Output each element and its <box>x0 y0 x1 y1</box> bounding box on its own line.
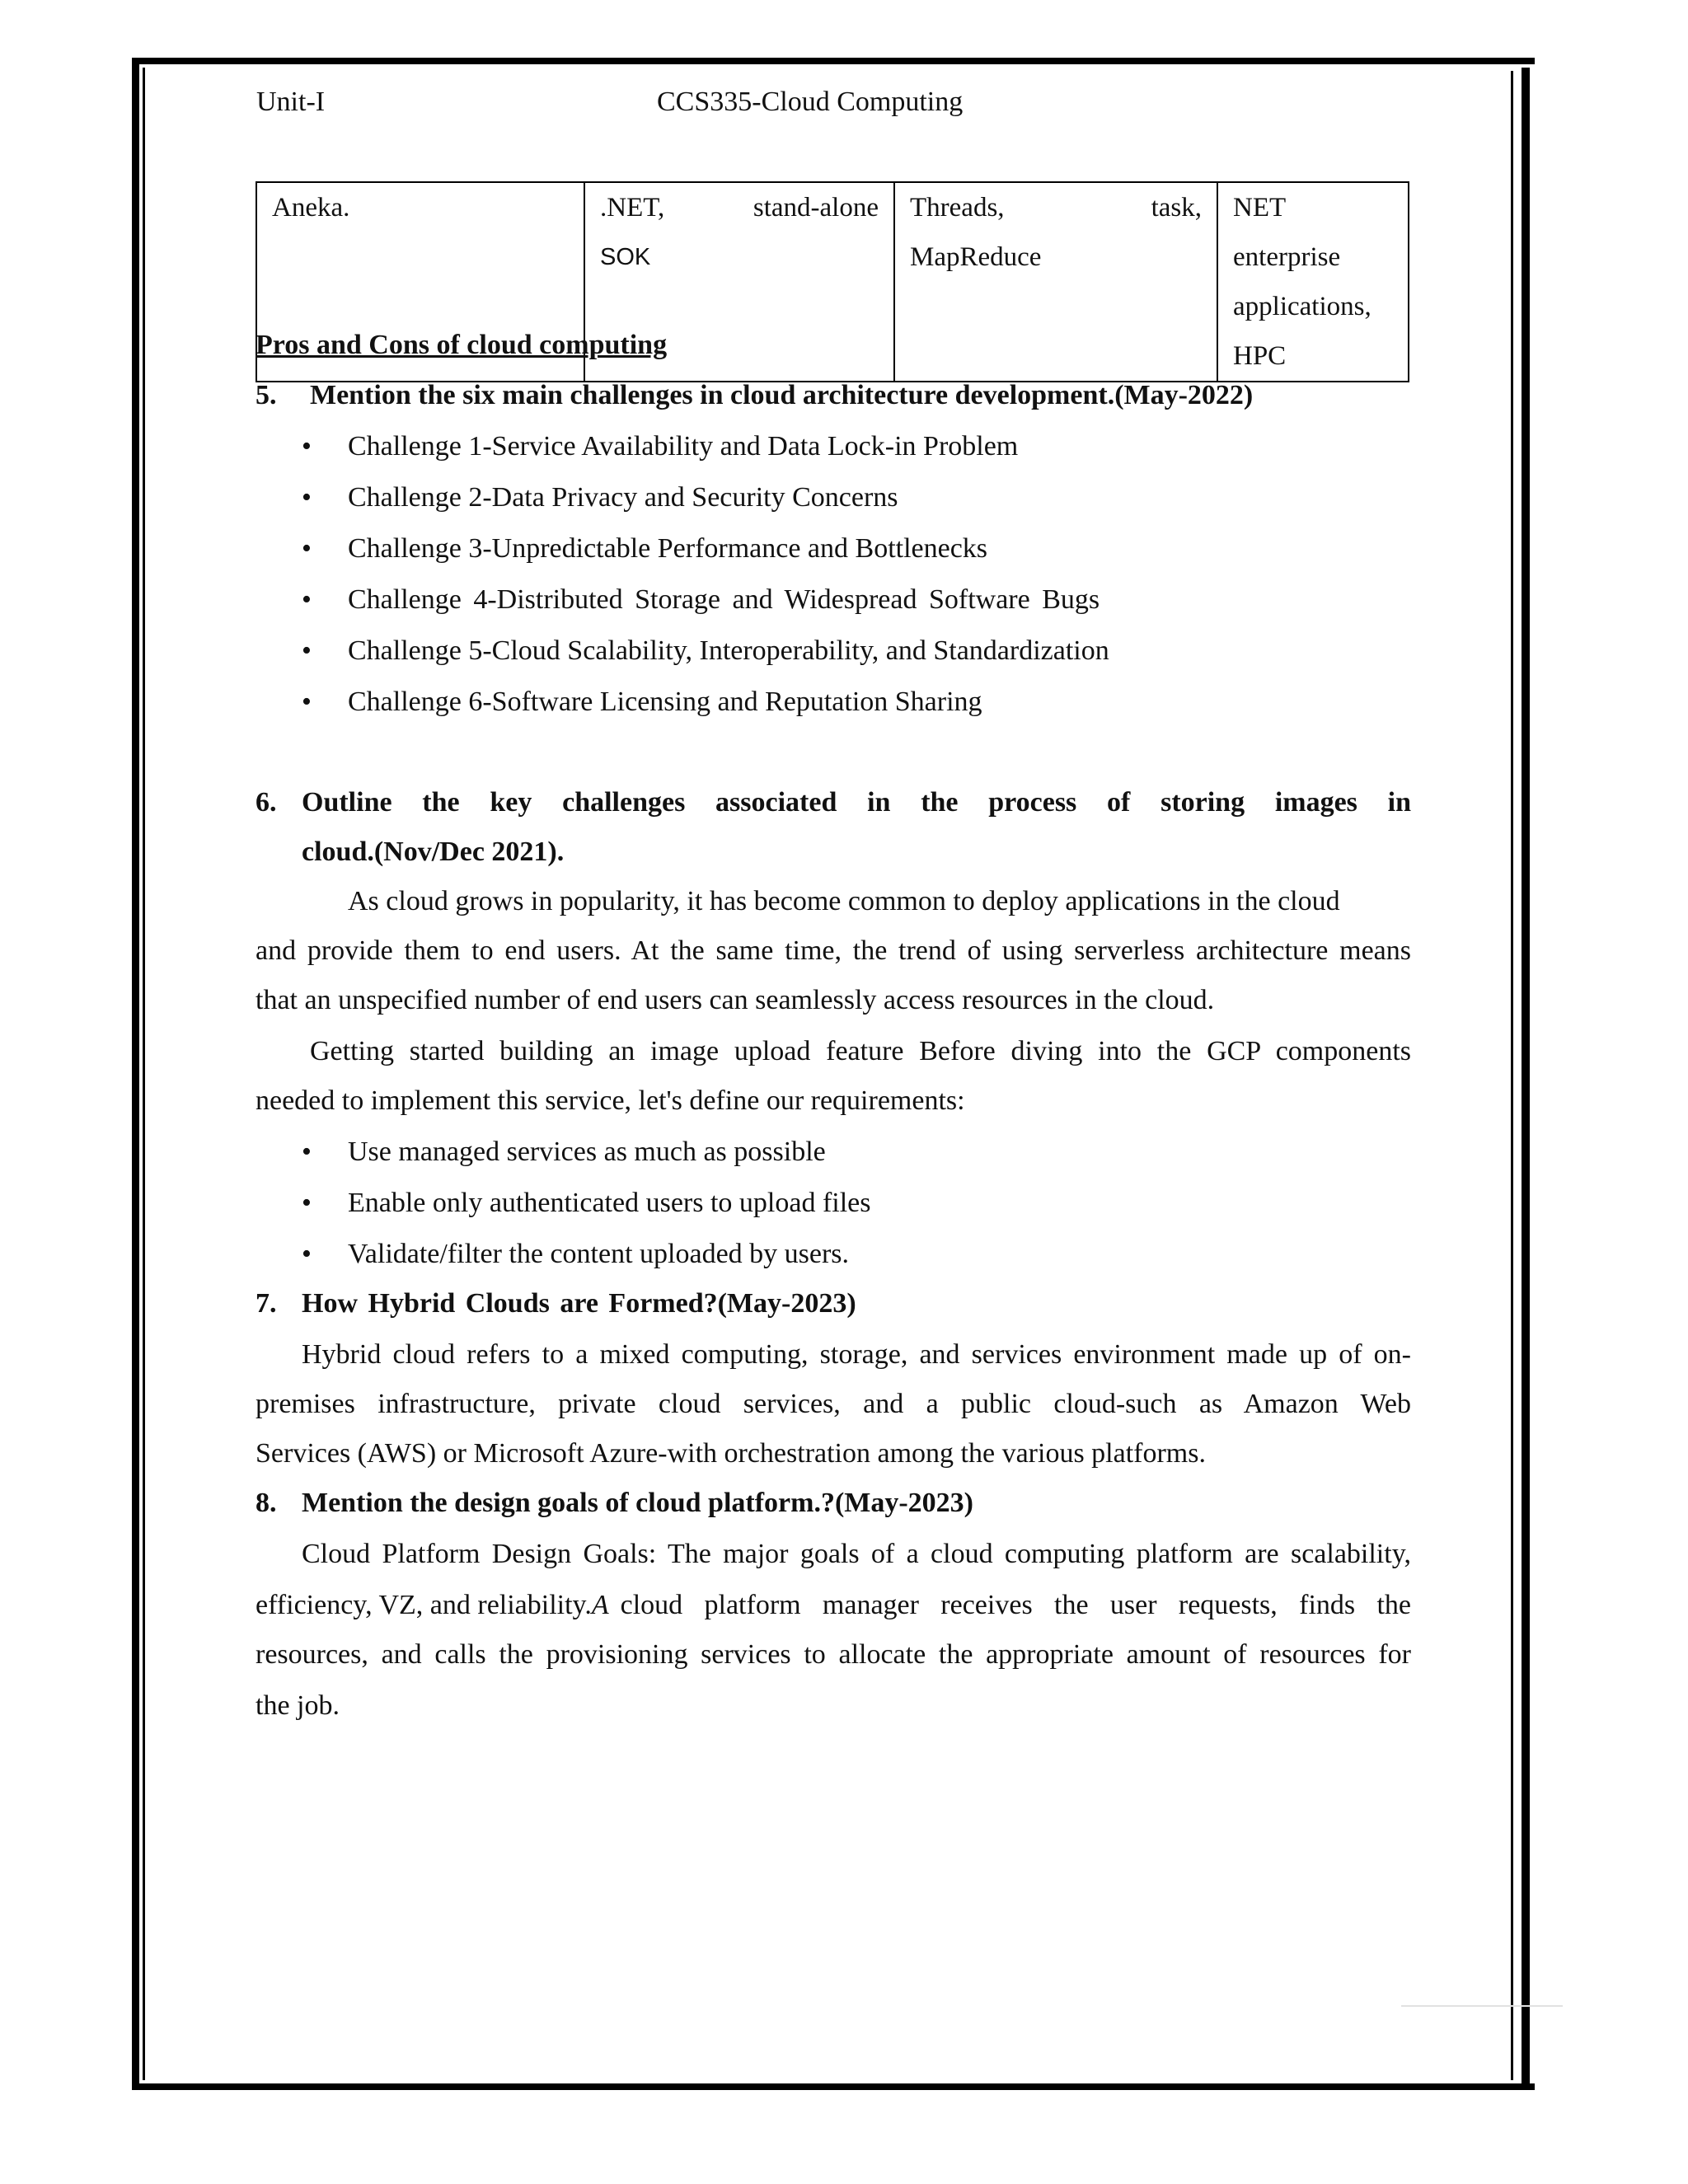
list-item-text: Challenge 6-Software Licensing and Reputation Sharing <box>348 687 982 717</box>
question-number: 5. <box>256 380 277 410</box>
paragraph-fragment: A <box>591 1590 609 1620</box>
paragraph-line: Hybrid cloud refers to a mixed computing, storage, and services environment made up of on- <box>302 1339 1411 1370</box>
question-title: Mention the six main challenges in cloud architecture development.(May-2022) <box>310 380 1254 410</box>
page-header <box>0 87 1688 128</box>
bullet-icon: • <box>302 482 312 513</box>
cell-text: applications, HPC <box>1233 292 1372 371</box>
paragraph-line: resources, and calls the provisioning services to allocate the appropriate amount of resources for <box>256 1639 1411 1670</box>
paragraph-line: Cloud Platform Design Goals: The major goals of a cloud computing platform are scalability, <box>302 1539 1411 1569</box>
cell-text: SOK <box>600 244 651 270</box>
bullet-icon: • <box>302 533 312 564</box>
paragraph-fragment: cloud platform manager receives the user requests, finds the <box>620 1590 1411 1620</box>
section-title: Pros and Cons of cloud computing <box>256 330 668 360</box>
bullet-icon: • <box>302 1137 312 1167</box>
list-item-text: Challenge 1-Service Availability and Data Lock-in Problem <box>348 431 1019 462</box>
cell-text: task, <box>1151 193 1202 223</box>
question-title: Mention the design goals of cloud platform.?(May-2023) <box>302 1488 974 1518</box>
list-item-text: Challenge 4-Distributed Storage and Widespread Software Bugs <box>348 584 1100 615</box>
table-cell-applications <box>1217 182 1409 382</box>
cell-text: MapReduce <box>910 242 1042 272</box>
question-8-heading <box>256 1488 973 1519</box>
paragraph-line: needed to implement this service, let's define our requirements: <box>256 1085 965 1116</box>
page-border-top <box>132 58 1535 64</box>
question-number: 8. <box>256 1488 277 1518</box>
paragraph-line: and provide them to end users. At the same time, the trend of using serverless architecture means <box>256 935 1411 966</box>
bullet-icon: • <box>302 431 312 462</box>
unit-label: Unit-I <box>256 87 326 117</box>
list-item-text: Challenge 2-Data Privacy and Security Concerns <box>348 482 898 513</box>
cell-text: stand-alone <box>753 193 879 223</box>
paragraph-line <box>256 1590 1411 1621</box>
course-title: CCS335-Cloud Computing <box>657 87 964 117</box>
question-title-line: cloud.(Nov/Dec 2021). <box>302 837 565 867</box>
paragraph-line: Getting started building an image upload feature Before diving into the GCP components <box>310 1036 1411 1066</box>
question-title-line: Outline the key challenges associated in the process of storing images in <box>302 787 1411 818</box>
page-border-right <box>1522 68 1530 2090</box>
paragraph-line: that an unspecified number of end users can seamlessly access resources in the cloud. <box>256 985 1215 1015</box>
list-item-text: Challenge 3-Unpredictable Performance and Bottlenecks <box>348 533 988 564</box>
table-cell-model <box>894 182 1217 382</box>
question-number: 7. <box>256 1288 277 1319</box>
paragraph-line: the job. <box>256 1690 340 1721</box>
cell-text: .NET, <box>600 193 665 223</box>
bullet-icon: • <box>302 1188 312 1218</box>
question-title: How Hybrid Clouds are Formed?(May-2023) <box>302 1288 856 1319</box>
scan-artifact-line <box>1401 2005 1563 2007</box>
list-item-text: Challenge 5-Cloud Scalability, Interoperability, and Standardization <box>348 635 1109 666</box>
bullet-icon: • <box>302 584 312 615</box>
page-border-bottom <box>132 2083 1535 2090</box>
question-number: 6. <box>256 787 277 818</box>
paragraph-line: premises infrastructure, private cloud services, and a public cloud-such as Amazon Web <box>256 1389 1411 1419</box>
bullet-icon: • <box>302 635 312 666</box>
page-border-left <box>132 58 139 2090</box>
cell-text: Aneka. <box>272 193 350 223</box>
cell-text: NET enterprise <box>1233 193 1341 272</box>
paragraph-fragment: efficiency, VZ, and reliability. <box>256 1590 592 1620</box>
paragraph-line: Services (AWS) or Microsoft Azure-with orchestration among the various platforms. <box>256 1438 1206 1469</box>
list-item-text: Enable only authenticated users to upload files <box>348 1188 871 1218</box>
cell-text: Threads, <box>910 193 1005 223</box>
paragraph-line: As cloud grows in popularity, it has become common to deploy applications in the cloud <box>348 886 1340 916</box>
question-6-heading <box>256 787 1411 818</box>
question-7-heading <box>256 1288 856 1319</box>
question-5-heading <box>256 380 1253 411</box>
page-border-left-inner <box>143 68 145 2080</box>
list-item-text: Validate/filter the content uploaded by users. <box>348 1239 850 1269</box>
bullet-icon: • <box>302 1239 312 1269</box>
page-border-right-inner <box>1511 71 1513 2080</box>
list-item-text: Use managed services as much as possible <box>348 1137 826 1167</box>
bullet-icon: • <box>302 687 312 717</box>
